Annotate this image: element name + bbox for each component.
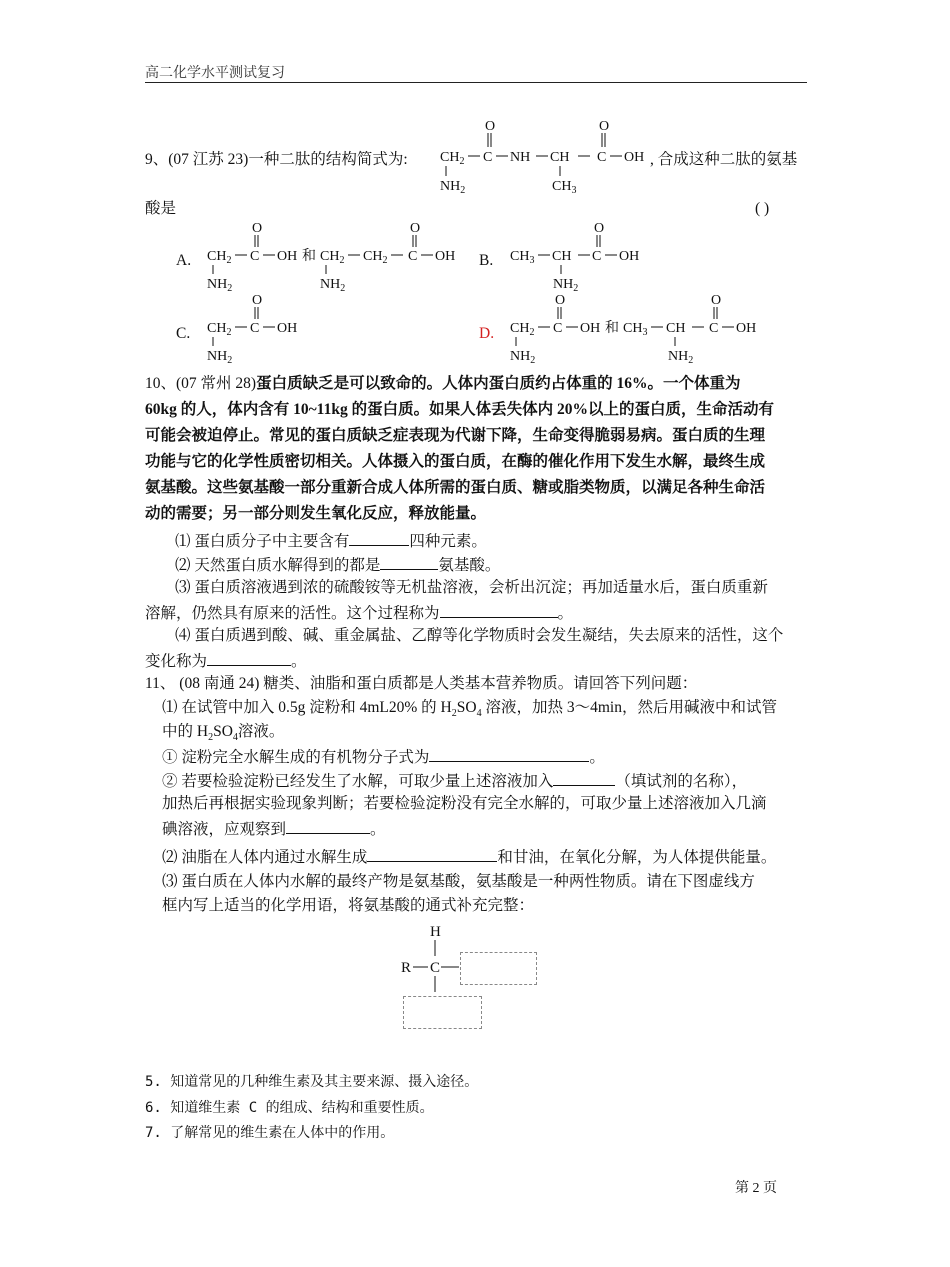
carbon-2: C [597, 150, 607, 165]
objective-6: 6. 知道维生素 C 的组成、结构和重要性质。 [145, 1100, 434, 1116]
option-a-oh1: OH [277, 249, 298, 264]
formula-h: H [430, 924, 441, 940]
option-c-c: C [250, 321, 260, 336]
q11-blank-2[interactable] [553, 769, 615, 786]
option-c-oh: OH [277, 321, 298, 336]
q11-p1c: 溶液，加热 3～4min，然后用碱液中和试管 [481, 699, 777, 716]
option-c-nh2: $NH_2$ [207, 349, 233, 366]
option-b-ch: CH [552, 249, 572, 264]
option-b-c: C [592, 249, 602, 264]
option-c-label[interactable]: C. [176, 325, 191, 342]
q10-sub-2-tail: 氨基酸。 [438, 557, 501, 574]
q11-p1d-sub: 2 [208, 732, 214, 744]
carbonyl-o-1: O [485, 119, 496, 134]
option-d-c1: C [553, 321, 563, 336]
q11-blank-3[interactable] [286, 817, 370, 834]
option-a-nh2-b: $NH_2$ [320, 277, 346, 294]
q9-prefix: 9、(07 江苏 23)一种二肽的结构简式为: [145, 151, 408, 168]
q11-c2d-text: 碘溶液，应观察到 [162, 821, 287, 838]
q11-p1f: 溶液。 [237, 723, 285, 740]
q10-blank-4[interactable] [207, 649, 291, 666]
carbonyl-o-2: O [599, 119, 610, 134]
answer-box-bottom[interactable] [403, 996, 482, 1029]
header-divider [145, 82, 807, 83]
ch2-group: $CH_2$ [440, 150, 465, 167]
formula-r: R [401, 960, 412, 976]
q10-blank-2[interactable] [380, 553, 438, 570]
option-b-oh: OH [619, 249, 640, 264]
q11-c2e-tail: 。 [370, 821, 386, 838]
objective-7: 7. 了解常见的维生素在人体中的作用。 [145, 1125, 395, 1141]
option-a-c2: C [408, 249, 418, 264]
q10-sub-3-tail: 。 [557, 605, 574, 622]
q11-c1-tail: 。 [589, 749, 605, 766]
q11-item-2c [162, 817, 386, 841]
q11-p2-tail: 和甘油，在氧化分解，为人体提供能量。 [497, 849, 777, 866]
objective-5: 5. 知道常见的几种维生素及其主要来源、摄入途径。 [145, 1074, 479, 1090]
q11-part-3b: 框内写上适当的化学用语，将氨基酸的通式补充完整： [162, 897, 535, 914]
q10-blank-1[interactable] [349, 529, 409, 546]
q10-sub-3b [145, 601, 573, 625]
q9-line2: 酸是 [145, 200, 177, 217]
page-header-title: 高二化学水平测试复习 [145, 66, 285, 81]
q11-part-2 [162, 845, 776, 869]
q10-sub-1-text: ⑴ 蛋白质分子中主要含有 [175, 533, 350, 550]
dipeptide-structure [438, 118, 658, 198]
option-b-structure[interactable] [508, 220, 658, 296]
q11-p1-sub: 2 [451, 708, 457, 720]
oh-group: OH [624, 150, 645, 165]
option-b-o: O [594, 221, 605, 236]
nh-group: NH [510, 150, 531, 165]
option-a-structure[interactable] [205, 220, 465, 296]
q10-passage-1: 蛋白质缺乏是可以致命的。人体内蛋白质约占体重的 16%。一个体重为 [256, 375, 741, 392]
option-b-label[interactable]: B. [479, 252, 494, 269]
q10-sub-1 [175, 529, 487, 553]
option-d-ch2: $CH_2$ [510, 321, 535, 338]
q11-part-3a: ⑶ 蛋白质在人体内水解的最终产物是氨基酸，氨基酸是一种两性物质。请在下图虚线方 [162, 873, 755, 890]
q11-p1-sub2: 4 [476, 708, 482, 720]
q10-sub-4b [145, 649, 307, 673]
option-c-ch2: $CH_2$ [207, 321, 232, 338]
option-a-o1: O [252, 221, 263, 236]
option-c-structure[interactable] [205, 292, 325, 368]
option-a-and: 和 [302, 249, 316, 264]
q10-sub-1-tail: 四种元素。 [409, 533, 487, 550]
option-a-oh2: OH [435, 249, 456, 264]
option-b-nh2: $NH_2$ [553, 277, 579, 294]
answer-parentheses: ( ) [755, 200, 770, 217]
page-number: 第 2 页 [735, 1181, 777, 1196]
q10-passage-5: 氨基酸。这些氨基酸一部分重新合成人体所需的蛋白质、糖或脂类物质，以满足各种生命活 [145, 479, 766, 496]
option-d-ch3: $CH_3$ [623, 321, 648, 338]
q10-intro: 10、(07 常州 28) [145, 375, 257, 392]
option-a-ch2: $CH_2$ [207, 249, 232, 266]
option-d-nh2-b: $NH_2$ [668, 349, 694, 366]
q10-sub-2-text: ⑵ 天然蛋白质水解得到的都是 [175, 557, 381, 574]
option-d-and: 和 [605, 321, 619, 336]
q10-passage-2: 60kg 的人，体内含有 10~11kg 的蛋白质。如果人体丢失体内 20%以上的蛋白质，生命活动有 [145, 401, 774, 418]
option-a-o2: O [410, 221, 421, 236]
q11-c2-tail: （填试剂的名称）， [615, 773, 748, 790]
answer-box-right[interactable] [460, 952, 537, 985]
option-d-label[interactable]: D. [479, 325, 495, 342]
q10-blank-3[interactable] [440, 601, 558, 618]
q10-passage-3: 可能会被迫停止。常见的蛋白质缺乏症表现为代谢下降，生命变得脆弱易病。蛋白质的生理 [145, 427, 766, 444]
ch-group: CH [550, 150, 570, 165]
option-d-o2: O [711, 293, 722, 308]
q10-sub-4a: ⑷ 蛋白质遇到酸、碱、重金属盐、乙醇等化学物质时会发生凝结，失去原来的活性，这个 [175, 627, 784, 644]
q9-stem [145, 149, 408, 171]
q11-blank-1[interactable] [429, 745, 589, 762]
option-a-nh2: $NH_2$ [207, 277, 233, 294]
option-d-ch: CH [666, 321, 686, 336]
carbon-1: C [483, 150, 493, 165]
q11-p1e: SO [213, 723, 233, 740]
q10-passage-6: 动的需要；另一部分则发生氧化反应，释放能量。 [145, 505, 487, 522]
q11-p1e-sub: 4 [232, 732, 238, 744]
option-a-ch2-b: $CH_2$ [320, 249, 345, 266]
q11-p2-text: ⑵ 油脂在人体内通过水解生成 [162, 849, 368, 866]
q11-p1b: SO [456, 699, 477, 716]
option-c-o: O [252, 293, 263, 308]
q11-item-2 [162, 769, 747, 793]
q11-intro: 11、 (08 南通 24) 糖类、油脂和蛋白质都是人类基本营养物质。请回答下列问题： [145, 675, 698, 692]
ch3-group: $CH_3$ [552, 179, 577, 196]
q11-item-1 [162, 745, 605, 769]
option-b-ch3: $CH_3$ [510, 249, 535, 266]
option-a-c1: C [250, 249, 260, 264]
q9-suffix: , 合成这种二肽的氨基 [650, 151, 798, 168]
nh2-group: $NH_2$ [440, 179, 466, 196]
q11-blank-4[interactable] [367, 845, 497, 862]
option-d-structure[interactable] [508, 292, 768, 368]
q11-p1d: 中的 H [162, 723, 209, 740]
q11-p1a: ⑴ 在试管中加入 0.5g 淀粉和 4mL20% 的 H [162, 699, 452, 716]
option-d-oh1: OH [580, 321, 601, 336]
formula-c: C [430, 960, 441, 976]
option-d-nh2: $NH_2$ [510, 349, 536, 366]
q10-sub-4-tail: 。 [291, 653, 307, 670]
q10-sub-4-text: 变化称为 [145, 653, 208, 670]
q10-line-1 [145, 373, 740, 395]
q11-c2-text: ② 若要检验淀粉已经发生了水解，可取少量上述溶液加入 [162, 773, 554, 790]
option-d-oh2: OH [736, 321, 757, 336]
q10-sub-2 [175, 553, 500, 577]
q10-passage-4: 功能与它的化学性质密切相关。人体摄入的蛋白质，在酶的催化作用下发生水解，最终生成 [145, 453, 766, 470]
q11-item-2b: 加热后再根据实验现象判断；若要检验淀粉没有完全水解的，可取少量上述溶液加入几滴 [162, 795, 767, 812]
option-d-c2: C [709, 321, 719, 336]
q11-c1-text: ① 淀粉完全水解生成的有机物分子式为 [162, 749, 430, 766]
option-a-label[interactable]: A. [176, 252, 192, 269]
q10-sub-3a: ⑶ 蛋白质溶液遇到浓的硫酸铵等无机盐溶液，会析出沉淀；再加适量水后，蛋白质重新 [175, 579, 768, 596]
q10-sub-3-text: 溶解，仍然具有原来的活性。这个过程称为 [145, 605, 440, 622]
option-d-o1: O [555, 293, 566, 308]
option-a-ch2-c: $CH_2$ [363, 249, 388, 266]
